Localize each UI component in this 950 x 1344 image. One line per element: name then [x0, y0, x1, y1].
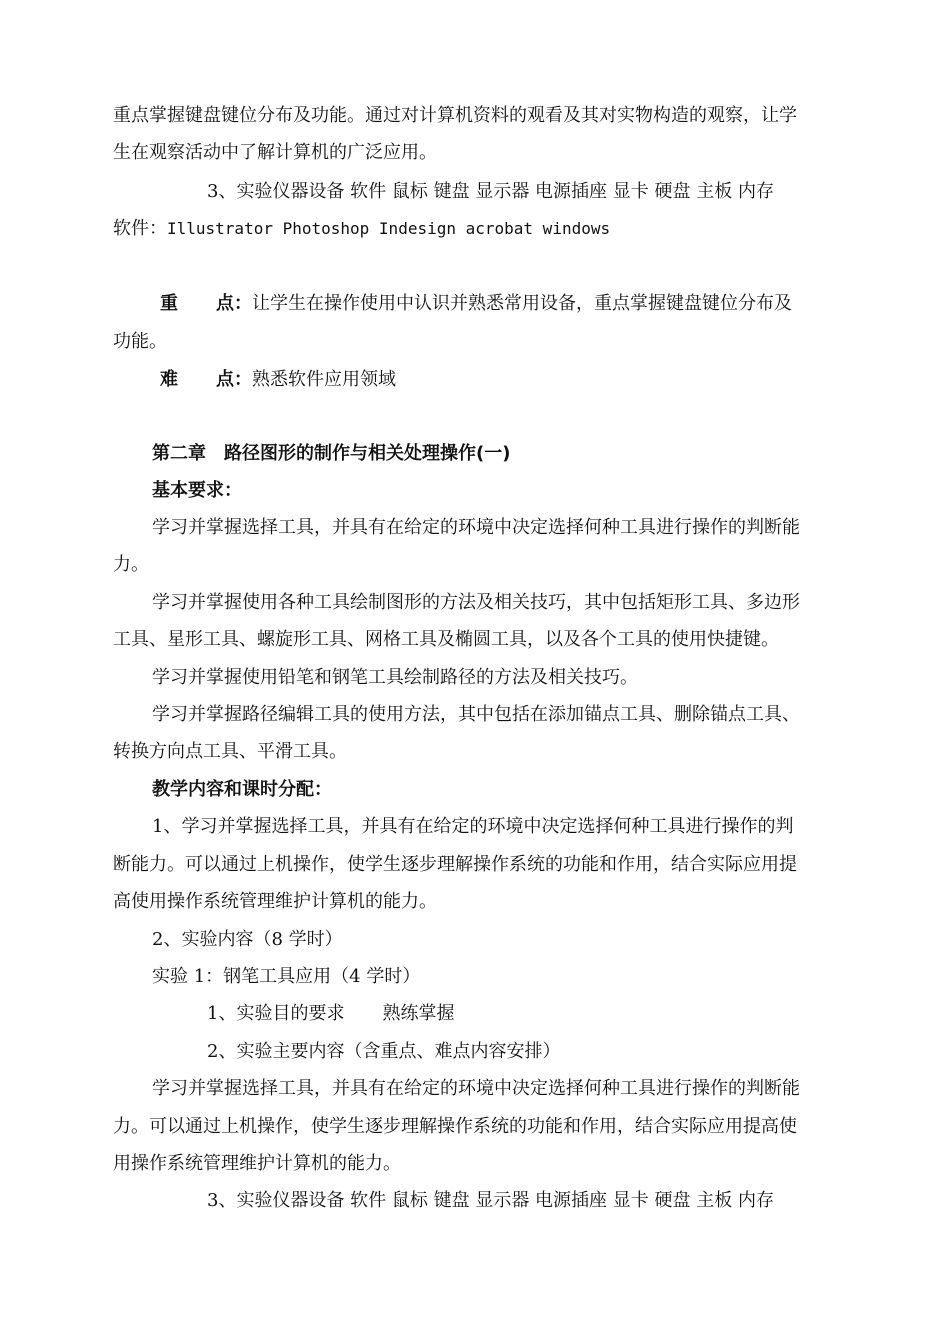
requirement-line: 力。 [113, 554, 149, 575]
experiment-goal-label: 1、实验目的要求 [207, 1003, 345, 1024]
experiment-content-line: 2、实验内容（8 学时） [152, 929, 343, 950]
requirement-line: 转换方向点工具、平滑工具。 [113, 741, 347, 762]
key-point-label-a: 重 [160, 293, 178, 314]
teaching-line: 断能力。可以通过上机操作，使学生逐步理解操作系统的功能和作用，结合实际应用提 [113, 854, 797, 875]
experiment-title: 实验 1：钢笔工具应用（4 学时） [152, 966, 421, 987]
key-point-line [160, 292, 792, 316]
software-list: Illustrator Photoshop Indesign acrobat windows [167, 219, 611, 238]
key-point-text: 让学生在操作使用中认识并熟悉常用设备，重点掌握键盘键位分布及 [252, 293, 792, 314]
paragraph-line: 重点掌握键盘键位分布及功能。通过对计算机资料的观看及其对实物构造的观察，让学 [113, 105, 797, 126]
teaching-line: 高使用操作系统管理维护计算机的能力。 [113, 891, 437, 912]
equipment-line: 3、实验仪器设备 软件 鼠标 键盘 显示器 电源插座 显卡 硬盘 主板 内存 [207, 1190, 774, 1211]
experiment-main-line: 2、实验主要内容（含重点、难点内容安排） [207, 1041, 561, 1062]
chapter-title: 第二章 路径图形的制作与相关处理操作(一) [152, 443, 511, 464]
software-line [113, 217, 610, 241]
experiment-goal-value: 熟练掌握 [382, 1003, 455, 1024]
software-label: 软件： [113, 218, 167, 239]
requirement-line: 学习并掌握选择工具，并具有在给定的环境中决定选择何种工具进行操作的判断能 [152, 517, 800, 538]
experiment-goal-line [207, 1002, 454, 1026]
experiment-paragraph-line: 学习并掌握选择工具，并具有在给定的环境中决定选择何种工具进行操作的判断能 [152, 1078, 800, 1099]
requirement-line: 工具、星形工具、螺旋形工具、网格工具及椭圆工具，以及各个工具的使用快捷键。 [113, 629, 779, 650]
equipment-line: 3、实验仪器设备 软件 鼠标 键盘 显示器 电源插座 显卡 硬盘 主板 内存 [207, 181, 774, 202]
difficulty-text: 熟悉软件应用领域 [252, 369, 396, 390]
difficulty-line [160, 368, 396, 392]
experiment-paragraph-line: 用操作系统管理维护计算机的能力。 [113, 1153, 401, 1174]
teaching-line: 1、学习并掌握选择工具，并具有在给定的环境中决定选择何种工具进行操作的判 [152, 816, 794, 837]
key-point-colon: ： [234, 293, 252, 314]
key-point-text-line2: 功能。 [113, 331, 167, 352]
difficulty-label-b: 点 [216, 369, 234, 390]
experiment-paragraph-line: 力。可以通过上机操作，使学生逐步理解操作系统的功能和作用，结合实际应用提高使 [113, 1116, 797, 1137]
paragraph-line: 生在观察活动中了解计算机的广泛应用。 [113, 142, 437, 163]
requirement-line: 学习并掌握路径编辑工具的使用方法，其中包括在添加锚点工具、删除锚点工具、 [152, 704, 800, 725]
basic-requirements-heading: 基本要求： [152, 480, 242, 501]
requirement-line: 学习并掌握使用铅笔和钢笔工具绘制路径的方法及相关技巧。 [152, 667, 638, 688]
teaching-content-heading: 教学内容和课时分配： [152, 779, 332, 800]
requirement-line: 学习并掌握使用各种工具绘制图形的方法及相关技巧，其中包括矩形工具、多边形 [152, 592, 800, 613]
difficulty-label-a: 难 [160, 369, 178, 390]
key-point-label-b: 点 [216, 293, 234, 314]
difficulty-colon: ： [234, 369, 252, 390]
